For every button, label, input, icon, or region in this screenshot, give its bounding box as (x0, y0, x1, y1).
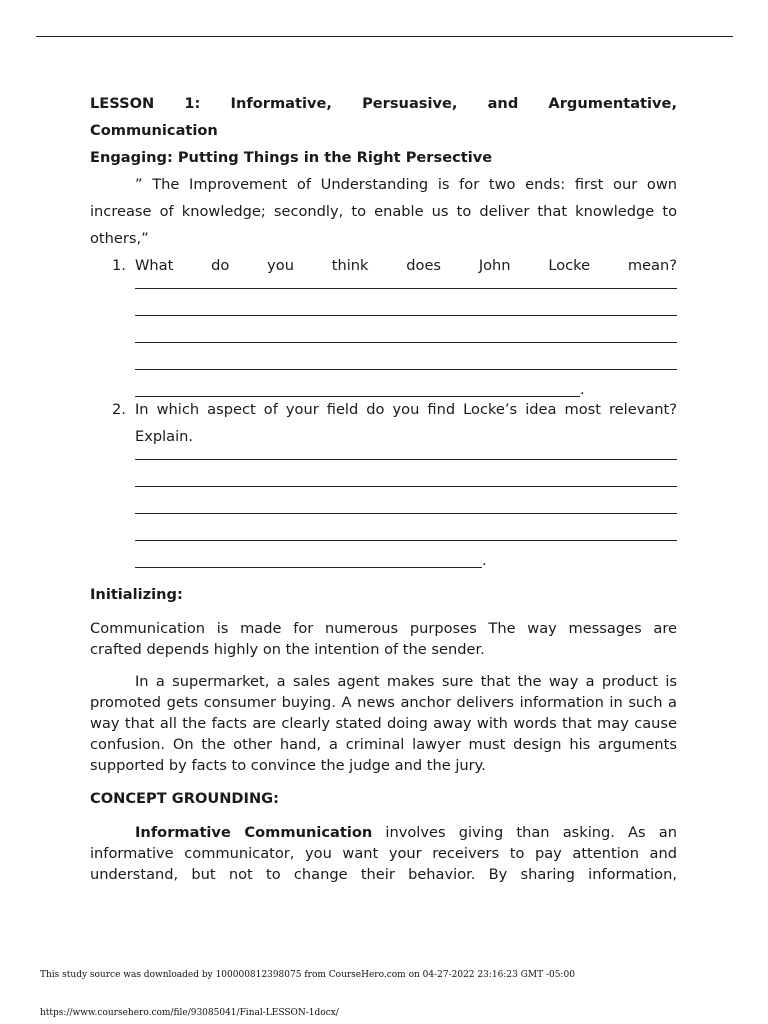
question-number: 1. (112, 257, 126, 274)
question-word: John (478, 257, 511, 274)
question-word: What (135, 257, 174, 274)
answer-line[interactable] (135, 487, 677, 514)
question-word: think (331, 257, 369, 274)
title-word: Persuasive, (362, 95, 458, 112)
title-word: Informative, (230, 95, 332, 112)
initializing-heading: Initializing: (90, 586, 183, 603)
answer-line[interactable] (135, 541, 482, 568)
answer-line-last (135, 541, 677, 568)
answer-line[interactable] (135, 460, 677, 487)
question-1 (90, 252, 677, 279)
quote-line: increase of knowledge; secondly, to enable us to deliver that knowledge to (90, 203, 677, 220)
question-word: mean? (627, 257, 677, 274)
line-end-period: . (482, 552, 487, 569)
quote-line: ” The Improvement of Understanding is for two ends: first our own (135, 176, 677, 193)
quote-line: others,” (90, 230, 149, 247)
source-url[interactable]: https://www.coursehero.com/file/93085041/Final-LESSON-1docx/ (40, 1008, 339, 1018)
download-source-note: This study source was downloaded by 100000812398075 from CourseHero.com on 04-27-2022 23:16:23 GMT -05:00 (40, 970, 575, 980)
question-word: does (406, 257, 442, 274)
line-end-period: . (580, 381, 585, 398)
title-word: LESSON (90, 95, 155, 112)
question-word: Locke (548, 257, 591, 274)
initializing-paragraph-2: In a supermarket, a sales agent makes sure that the way a product is promoted gets consumer buying. A news anchor delivers information in such a way that all the facts are clearly stated doing away with words that may cause confusion. On the other hand, a criminal lawyer must design his arguments supported by facts to convince the judge and the jury. (90, 673, 677, 774)
question-text-line2: Explain. (135, 428, 194, 445)
paragraph-line: crafted depends highly on the intention of the sender. (90, 641, 485, 658)
concept-text: involves giving than asking. As an informative communicator, you want your receivers to pay attention and understand, but not to change their behavior. By sharing information, (90, 824, 677, 883)
title-word: Argumentative, (548, 95, 677, 112)
document-body (90, 90, 677, 885)
answer-line[interactable] (135, 289, 677, 316)
lesson-title (90, 90, 677, 117)
question-2 (90, 396, 677, 450)
lesson-title-line2: Communication (90, 122, 218, 139)
initializing-paragraph-1 (90, 618, 677, 660)
answer-line[interactable] (135, 279, 677, 289)
answer-line[interactable] (135, 316, 677, 343)
question-word: do (211, 257, 230, 274)
title-word: 1: (184, 95, 201, 112)
header-rule (36, 36, 733, 37)
question-number: 2. (112, 401, 126, 418)
question-text: In which aspect of your field do you find Locke’s idea most relevant? (135, 401, 677, 418)
concept-paragraph (90, 822, 677, 885)
question-word: you (267, 257, 294, 274)
concept-term: Informative Communication (135, 824, 373, 841)
answer-line[interactable] (135, 370, 580, 397)
question-text (135, 252, 677, 279)
lesson-subtitle: Engaging: Putting Things in the Right Persective (90, 149, 493, 166)
paragraph-line: Communication is made for numerous purposes The way messages are (90, 620, 677, 637)
answer-line-last (135, 370, 677, 397)
answer-line[interactable] (135, 514, 677, 541)
answer-line[interactable] (135, 343, 677, 370)
title-word: and (487, 95, 519, 112)
answer-line[interactable] (135, 450, 677, 460)
concept-heading: CONCEPT GROUNDING: (90, 790, 279, 807)
